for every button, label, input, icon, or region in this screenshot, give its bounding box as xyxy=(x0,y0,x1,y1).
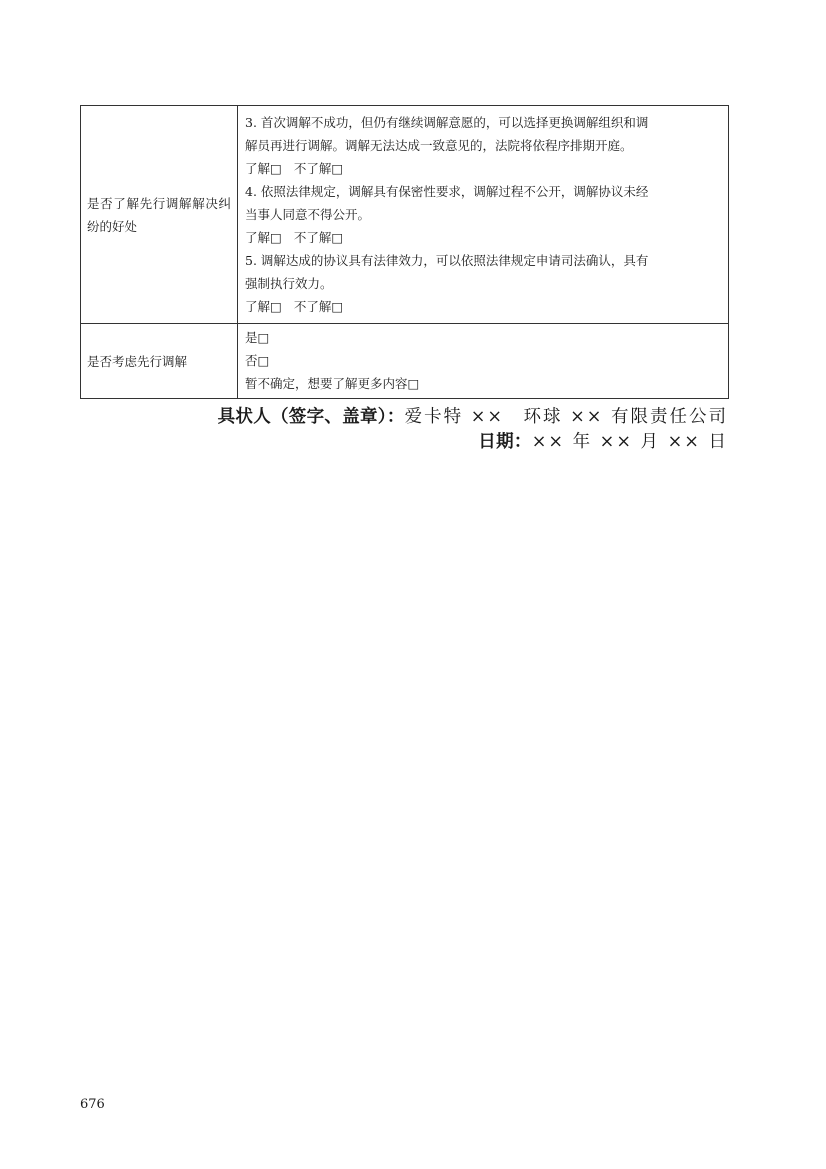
option-not-know-item-5[interactable]: 不了解□ xyxy=(293,298,344,314)
table-row-benefits xyxy=(81,106,729,324)
option-no[interactable]: 否□ xyxy=(245,353,270,368)
row-label-consider: 是否考虑先行调解 xyxy=(81,324,238,399)
signature-block xyxy=(218,405,728,455)
row-label-benefits: 是否了解先行调解解决纠纷的好处 xyxy=(81,106,238,324)
signer-value: 爱卡特 ×× 环球 ×× 有限责任公司 xyxy=(404,407,728,427)
signer-line xyxy=(218,405,728,430)
option-yes[interactable]: 是□ xyxy=(245,330,270,345)
date-value: ×× 年 ×× 月 ×× 日 xyxy=(531,432,728,452)
benefit-item-4-options xyxy=(245,226,722,249)
date-label: 日期： xyxy=(478,432,532,452)
option-know-item-5[interactable]: 了解□ xyxy=(245,298,282,314)
option-uncertain[interactable]: 暂不确定，想要了解更多内容□ xyxy=(245,376,420,391)
mediation-form-table xyxy=(80,105,729,399)
signer-label: 具状人（签字、盖章）： xyxy=(217,407,405,427)
date-line xyxy=(218,430,728,455)
benefit-item-3-line-1: 3. 首次调解不成功，但仍有继续调解意愿的，可以选择更换调解组织和调 xyxy=(245,114,649,130)
table-row-consider xyxy=(81,324,729,399)
option-know-item-3[interactable]: 了解□ xyxy=(245,160,282,176)
consider-content xyxy=(238,324,729,399)
benefit-item-3-line-2: 解员再进行调解。调解无法达成一致意见的，法院将依程序排期开庭。 xyxy=(245,137,633,153)
benefit-item-3-options xyxy=(245,157,722,180)
benefit-item-4-line-2: 当事人同意不得公开。 xyxy=(245,206,371,222)
benefit-item-5-options xyxy=(245,295,722,318)
option-not-know-item-4[interactable]: 不了解□ xyxy=(293,229,344,245)
benefit-item-5-line-2: 强制执行效力。 xyxy=(245,275,333,291)
benefits-content xyxy=(238,106,729,324)
benefit-item-5-line-1: 5. 调解达成的协议具有法律效力，可以依照法律规定申请司法确认，具有 xyxy=(245,252,649,268)
benefit-item-4-line-1: 4. 依照法律规定，调解具有保密性要求，调解过程不公开，调解协议未经 xyxy=(245,183,649,199)
page-number: 676 xyxy=(80,1097,105,1112)
option-know-item-4[interactable]: 了解□ xyxy=(245,229,282,245)
option-not-know-item-3[interactable]: 不了解□ xyxy=(293,160,344,176)
